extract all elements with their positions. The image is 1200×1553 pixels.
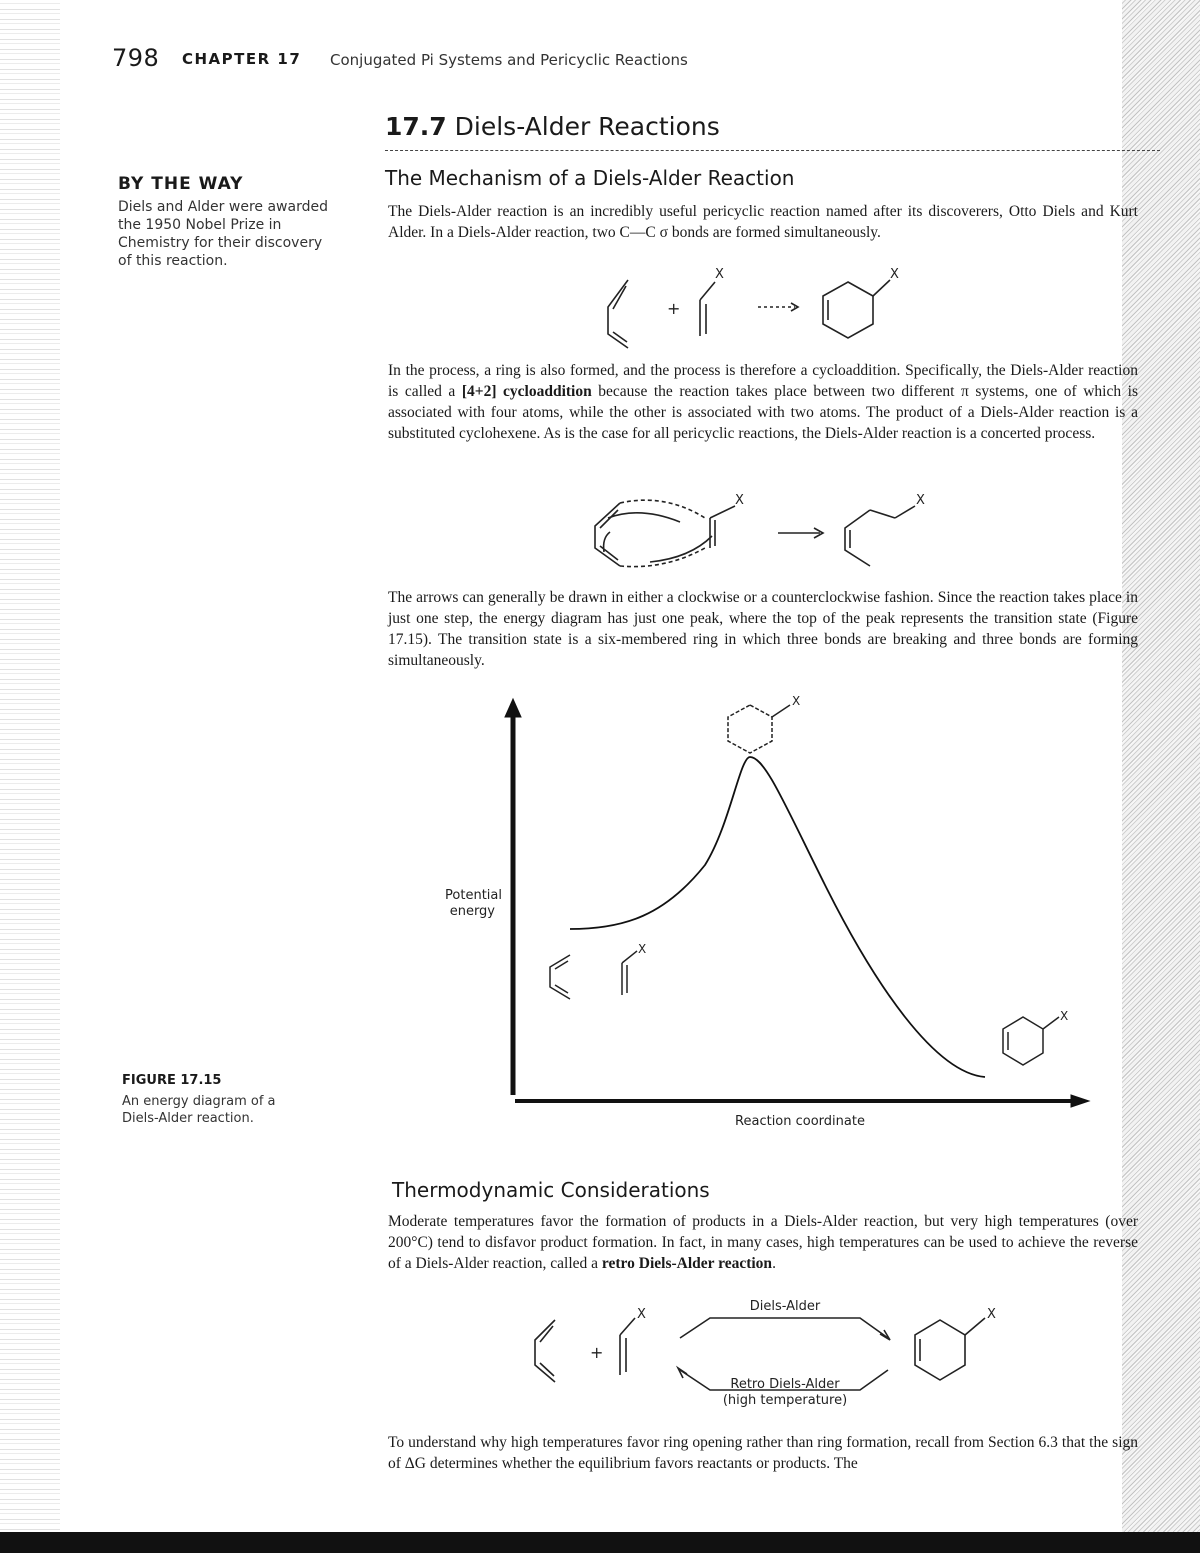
y-axis-label-1: Potential	[445, 888, 502, 903]
scheme-diels-alder	[590, 262, 920, 362]
cyclohexene-ring	[823, 282, 873, 338]
diene-skeleton	[608, 280, 628, 348]
product-bond-a	[870, 510, 895, 518]
transition-state-substituent	[772, 705, 790, 717]
scan-bottom-edge	[0, 1532, 1200, 1553]
reactant-substituent	[622, 951, 637, 963]
mechanism-paragraph-2	[388, 360, 1138, 444]
eq-product-x-label: X	[987, 1307, 996, 1322]
reverse-arrow-label-1: Retro Diels-Alder	[730, 1377, 840, 1392]
x-axis-label: Reaction coordinate	[735, 1114, 865, 1129]
scan-edge-left	[0, 0, 60, 1553]
y-axis-label-2: energy	[449, 904, 495, 919]
x-axis-arrowhead	[1071, 1095, 1089, 1107]
energy-curve	[570, 757, 985, 1077]
mechanism-substituent	[710, 506, 735, 518]
reactant-x-label: X	[638, 942, 647, 956]
eq-plus-sign: +	[590, 1343, 604, 1362]
mechanism-paragraph-1: The Diels-Alder reaction is an incredibly useful pericyclic reaction named after its discoverers, Otto Diels and Kurt Alder. In a Diels-Alder reaction, two C—C σ bonds are formed simultaneously.	[388, 203, 1138, 241]
p2-bold-term: [4+2] cycloaddition	[461, 383, 592, 400]
dienophile-x-label: X	[715, 267, 724, 282]
mechanism-product-x-label: X	[916, 493, 925, 508]
thermo-paragraph-1	[388, 1211, 1138, 1274]
figure-caption: An energy diagram of a Diels-Alder reaction.	[122, 1094, 276, 1126]
scheme-retro-diels-alder	[520, 1290, 1020, 1420]
curved-arrow-1	[608, 513, 680, 522]
dienophile-substituent-bond	[700, 282, 715, 300]
eq-diene	[535, 1320, 555, 1382]
eq-product-substituent	[965, 1318, 985, 1335]
plus-sign: +	[667, 299, 681, 318]
section-title	[385, 112, 720, 141]
forward-arrow	[680, 1318, 888, 1338]
page-number: 798	[112, 44, 160, 72]
thermo-p1-text-a: Moderate temperatures favor the formation of products in a Diels-Alder reaction, but very high temperatures (over 200°C) tend to disfavor product formation. In fact, in many cases, high temperatures can be used to achieve the reverse of a Diels-Alder reaction, called a	[388, 1213, 1138, 1272]
thermo-p1-bold: retro Diels-Alder reaction	[601, 1255, 773, 1272]
diene-double-bond-2	[613, 332, 627, 342]
eq-diene-double-2	[540, 1363, 554, 1376]
thermo-paragraph-2: To understand why high temperatures favor ring opening rather than ring formation, recall from Section 6.3 that the sign of ΔG determines whether the equilibrium favors reactants or products. The	[388, 1434, 1138, 1472]
product-x-label-diagram: X	[1060, 1009, 1069, 1023]
mechanism-x-label: X	[735, 493, 744, 508]
section-rule	[385, 150, 1160, 151]
section-number: 17.7	[385, 112, 447, 141]
transition-state-ring	[728, 705, 772, 753]
cyclohexene-substituent-bond	[873, 280, 890, 296]
product-ring	[1003, 1017, 1043, 1065]
eq-reactant-x-label: X	[637, 1307, 646, 1322]
p2-text-b: because the reaction takes place between two different π systems, one of which is associated with four atoms, while the other is associated with two atoms. The product of a Diels-Alder reaction is a substituted cyclohexene. As is the case for all pericyclic reactions, the Diels-Alder reaction is a concerted process.	[388, 383, 1138, 442]
energy-diagram	[425, 695, 1105, 1140]
mechanism-paragraph-3: The arrows can generally be drawn in either a clockwise or a counterclockwise fashion. Since the reaction takes place in just one step, the energy diagram has just one peak, where the top of the peak represents the transition state (Figure 17.15). The transition state is a six-membered ring in which three bonds are breaking and three bonds are forming simultaneously.	[388, 589, 1138, 669]
eq-product-ring	[915, 1320, 965, 1380]
chapter-title: Conjugated Pi Systems and Pericyclic Reactions	[330, 51, 688, 69]
product-ring-substituent	[1043, 1017, 1059, 1029]
reverse-arrow-head	[678, 1368, 687, 1378]
mechanism-heading: The Mechanism of a Diels-Alder Reaction	[385, 166, 795, 190]
eq-substituent	[620, 1318, 635, 1335]
chapter-label: CHAPTER 17	[182, 50, 302, 68]
reverse-arrow-label-2: (high temperature)	[722, 1393, 848, 1408]
section-title-text: Diels-Alder Reactions	[454, 112, 720, 141]
forward-arrow-label: Diels-Alder	[749, 1299, 821, 1314]
p2-text-a: In the process, a ring is also formed, and the process is therefore a cycloaddition. Specifically, the Diels-Alder reaction is called a	[388, 362, 1138, 400]
y-axis-arrowhead	[505, 699, 521, 717]
ts-x-label: X	[792, 695, 801, 708]
figure-label: FIGURE 17.15	[122, 1073, 222, 1088]
thermo-heading: Thermodynamic Considerations	[392, 1178, 710, 1202]
product-x-label: X	[890, 267, 899, 282]
scheme-mechanism-arrows	[580, 488, 950, 578]
product-bond-b	[895, 506, 915, 518]
thermo-p1-text-b: .	[772, 1255, 776, 1272]
sidebar-text: Diels and Alder were awarded the 1950 Nobel Prize in Chemistry for their discovery of this reaction.	[118, 199, 328, 269]
forming-bond-top	[620, 500, 705, 518]
sidebar-heading: BY THE WAY	[118, 174, 244, 194]
product-open-ring	[845, 510, 870, 566]
